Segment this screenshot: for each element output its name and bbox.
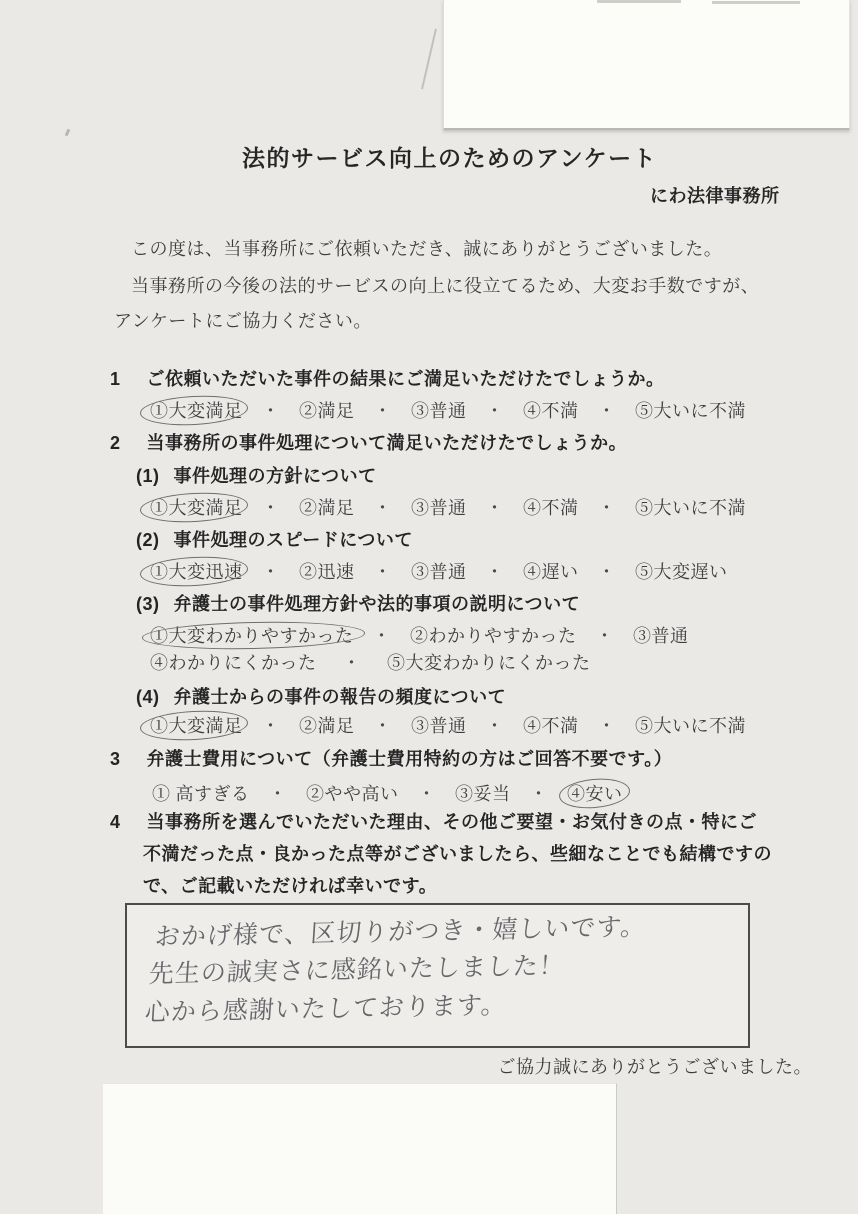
handwritten-line: 心から感謝いたしております。 (143, 992, 508, 1027)
question-2-1 (136, 466, 377, 488)
question-2-3 (136, 594, 580, 616)
option-separator: ・ (529, 784, 548, 804)
intro-line: アンケートにご協力ください。 (114, 311, 372, 331)
comment-box (125, 903, 750, 1048)
option: ②やや高い (306, 784, 399, 804)
office-name: にわ法律事務所 (650, 186, 780, 206)
option-selected: ①大変迅速 (150, 562, 243, 582)
option: ④遅い (523, 562, 579, 582)
option-separator: ・ (261, 498, 280, 518)
question-2-2-options-row (150, 562, 728, 584)
intro-line: 当事務所の今後の法的サービスの向上に役立てるため、大変お手数ですが、 (131, 276, 760, 296)
option-separator: ・ (417, 784, 436, 804)
option: ②満足 (299, 716, 355, 736)
question-3-options-row (152, 784, 623, 806)
scan-streak-artifact (712, 1, 800, 4)
question-2-2-text: 事件処理のスピードについて (173, 530, 413, 550)
question-2-1-options-row (150, 498, 746, 520)
question-2-number: 2 (110, 433, 121, 453)
option-separator: ・ (485, 716, 504, 736)
question-1-number: 1 (110, 369, 121, 389)
option-separator: ・ (268, 784, 287, 804)
option: ④不満 (523, 716, 579, 736)
question-4-text-line: 当事務所を選んでいただいた理由、その他ご要望・お気付きの点・特にご (146, 812, 758, 832)
question-2-4 (136, 687, 506, 709)
option-separator: ・ (485, 498, 504, 518)
option: ②迅速 (299, 562, 355, 582)
option-separator: ・ (372, 626, 391, 646)
question-2-4-number: (4) (136, 687, 160, 707)
intro-line: この度は、当事務所にご依頼いただき、誠にありがとうございました。 (131, 239, 723, 259)
option: ③普通 (411, 498, 467, 518)
option: ⑤大いに不満 (635, 498, 746, 518)
question-2-text: 当事務所の事件処理について満足いただけたでしょうか。 (146, 433, 628, 453)
question-3 (110, 749, 672, 771)
question-1 (110, 369, 665, 391)
scan-speck-artifact (65, 129, 71, 137)
question-2-1-text: 事件処理の方針について (173, 466, 377, 486)
option: ③妥当 (455, 784, 511, 804)
option-separator: ・ (373, 716, 392, 736)
option-selected: ①大変満足 (150, 401, 243, 421)
closing-thanks-note: ご協力誠にありがとうございました。 (497, 1057, 812, 1077)
question-3-number: 3 (110, 749, 121, 769)
question-2-3-options-row-1 (150, 626, 689, 648)
option: ④わかりにくかった (150, 653, 317, 673)
option-separator: ・ (261, 562, 280, 582)
question-3-text: 弁護士費用について（弁護士費用特約の方はご回答不要です。） (146, 749, 673, 769)
option: ②満足 (299, 401, 355, 421)
option: ① 高すぎる (152, 784, 250, 804)
handwritten-line: おかげ様で、区切りがつき・嬉しいです。 (153, 913, 648, 952)
handwritten-line: 先生の誠実さに感銘いたしました！ (147, 952, 566, 989)
option: ③普通 (411, 562, 467, 582)
option-separator: ・ (597, 716, 616, 736)
option: ④不満 (523, 401, 579, 421)
white-masking-paper-top-right (443, 0, 850, 130)
option-separator: ・ (597, 562, 616, 582)
option-separator: ・ (373, 498, 392, 518)
survey-title: 法的サービス向上のためのアンケート (242, 146, 658, 171)
option: ③普通 (411, 401, 467, 421)
question-2-3-text: 弁護士の事件処理方針や法的事項の説明について (173, 594, 581, 614)
option-selected: ④安い (567, 784, 623, 804)
pencil-mark-artifact (421, 29, 437, 90)
white-masking-paper-bottom (103, 1083, 617, 1214)
question-2-4-text: 弁護士からの事件の報告の頻度について (173, 687, 507, 707)
option-separator: ・ (342, 653, 361, 673)
question-2 (110, 433, 627, 455)
question-1-options-row (150, 401, 746, 423)
option: ⑤大変わかりにくかった (387, 653, 591, 673)
option: ②満足 (299, 498, 355, 518)
question-2-4-options-row (150, 716, 746, 738)
option: ②わかりやすかった (410, 626, 577, 646)
scan-streak-artifact (597, 0, 681, 3)
question-2-2-number: (2) (136, 530, 160, 550)
option: ③普通 (633, 626, 689, 646)
option-separator: ・ (595, 626, 614, 646)
question-1-text: ご依頼いただいた事件の結果にご満足いただけたでしょうか。 (146, 369, 665, 389)
question-2-2 (136, 530, 413, 552)
option: ⑤大いに不満 (635, 716, 746, 736)
question-2-3-number: (3) (136, 594, 160, 614)
option-separator: ・ (261, 716, 280, 736)
option-separator: ・ (373, 401, 392, 421)
option-separator: ・ (373, 562, 392, 582)
option-selected: ①大変満足 (150, 498, 243, 518)
question-2-3-options-row-2 (150, 653, 591, 675)
question-2-1-number: (1) (136, 466, 160, 486)
option-separator: ・ (485, 562, 504, 582)
option-separator: ・ (485, 401, 504, 421)
option-separator: ・ (597, 401, 616, 421)
question-4-number: 4 (110, 812, 121, 832)
option-separator: ・ (597, 498, 616, 518)
option-selected: ①大変わかりやすかった (150, 626, 354, 646)
option: ③普通 (411, 716, 467, 736)
option: ⑤大変遅い (635, 562, 728, 582)
option-selected: ①大変満足 (150, 716, 243, 736)
question-4-text-line: で、ご記載いただければ幸いです。 (143, 876, 438, 896)
option: ④不満 (523, 498, 579, 518)
question-4-text-line: 不満だった点・良かった点等がございましたら、些細なことでも結構ですの (143, 844, 772, 864)
question-4 (110, 812, 757, 834)
option-separator: ・ (261, 401, 280, 421)
option: ⑤大いに不満 (635, 401, 746, 421)
